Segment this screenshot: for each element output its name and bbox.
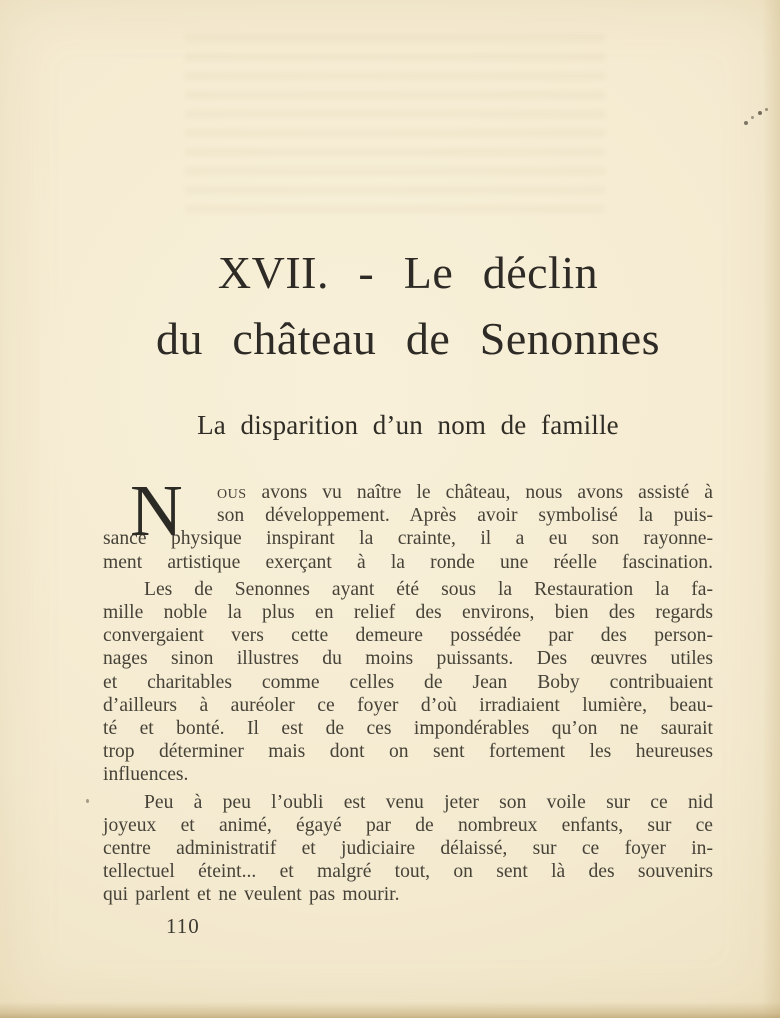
text-line: son développement. Après avoir symbolisé la puis- [217,505,713,527]
paragraph-1 [103,470,713,574]
chapter-subtitle: La disparition d’un nom de famille [197,410,619,440]
text-line: centre administratif et judiciaire délaissé, sur ce foyer in- [103,838,713,860]
page-edge-shading [762,0,780,1018]
chapter-title [84,240,732,372]
body-text [103,470,713,907]
text-line: té et bonté. Il est de ces impondérables qu’on ne saurait [103,718,713,740]
paragraph-3 [103,791,713,907]
text-line: et charitables comme celles de Jean Boby contribuaient [103,671,713,693]
text-line: trop déterminer mais dont on sent fortement les heureuses [103,741,713,763]
text-line: qui parlent et ne veulent pas mourir. [103,884,400,906]
page-number: 110 [166,914,200,938]
chapter-title-line-2: du château de Senonnes [155,313,661,364]
text-line: Les de Senonnes ayant été sous la Restauration la fa- [144,578,713,600]
ink-speck [86,799,89,803]
text-line: influences. [103,764,189,786]
first-word-smallcaps: ous [217,482,247,503]
drop-cap: N [130,470,183,551]
text-line: ment artistique exerçant à la ronde une réelle fascination. [103,551,713,573]
ink-speck [744,121,748,125]
text-line: Peu à peu l’oubli est venu jeter son voile sur ce nid [144,791,713,813]
show-through-texture [185,34,605,224]
paragraph-2 [103,578,713,787]
chapter-title-line-1: XVII. - Le déclin [217,247,599,298]
line-text: avons vu naître le château, nous avons assisté à [246,482,713,503]
ink-speck [751,116,754,119]
text-line: d’ailleurs à auréoler ce foyer d’où irradiaient lumière, beau- [103,694,713,716]
text-line: sance physique inspirant la crainte, il a eu son rayonne- [103,528,713,550]
text-line: convergaient vers cette demeure possédée par des person- [103,625,713,647]
page-edge-shading [0,1002,780,1018]
text-line: mille noble la plus en relief des environs, bien des regards [103,602,713,624]
text-line: joyeux et animé, égayé par de nombreux enfants, sur ce [103,814,713,836]
text-line: nages sinon illustres du moins puissants. Des œuvres utiles [103,648,713,670]
text-line: tellectuel éteint... et malgré tout, on sent là des souvenirs [103,861,713,883]
